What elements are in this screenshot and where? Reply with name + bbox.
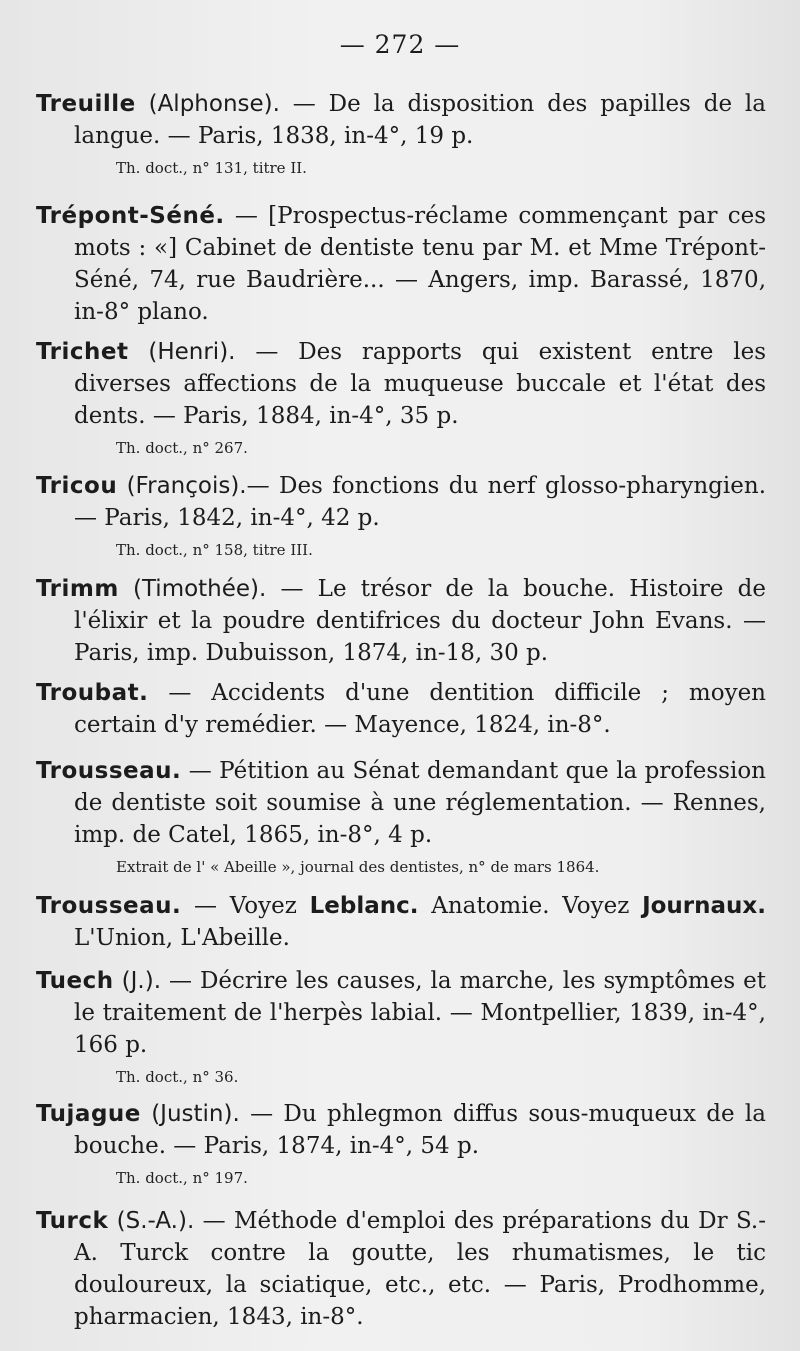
entry-first-name: (François).	[117, 473, 247, 499]
entry-text: — Des fonctions du nerf glosso-pharyngien. — Paris, 1842, in-4°, 42 p.	[74, 473, 766, 531]
entry-author: Tuech	[36, 968, 114, 994]
entry-treuille	[36, 88, 766, 178]
entry-author: Trousseau.	[36, 893, 182, 919]
entry-author: Turck	[36, 1208, 109, 1234]
entry-text: — Voyez	[181, 893, 310, 919]
entry-text: — Accidents d'une dentition difficile ; moyen certain d'y remédier. — Mayence, 1824, in-8°.	[74, 680, 766, 738]
entry-trichet	[36, 336, 766, 458]
entry-text: L'Union, L'Abeille.	[74, 925, 290, 951]
entry-text: — Des rapports qui existent entre les diverses affections de la muqueuse buccale et l'état des dents. — Paris, 1884, in-4°, 35 p.	[74, 339, 767, 429]
entry-author: Trichet	[36, 339, 129, 365]
entry-author: Trousseau.	[36, 758, 182, 784]
entry-turck	[36, 1205, 766, 1333]
entry-first-name: (Alphonse).	[135, 91, 280, 117]
entry-text: — Le trésor de la bouche. Histoire de l'élixir et la poudre dentifrices du docteur John Evans. — Paris, imp. Dubuisson, 1874, in-18, 30 p.	[74, 576, 766, 666]
entry-tricou	[36, 470, 766, 560]
page-number: — 272 —	[339, 30, 461, 59]
entry-trepont-sene	[36, 200, 766, 328]
entry-tuech	[36, 965, 766, 1087]
cross-reference: Leblanc.	[309, 893, 419, 919]
entry-text: — [Prospectus-réclame commençant par ces mots : «] Cabinet de dentiste tenu par M. et Mme Trépont-Séné, 74, rue Baudrière... — Angers, imp. Barassé, 1870, in-8° plano.	[74, 203, 766, 325]
entry-note: Th. doct., n° 158, titre III.	[116, 541, 313, 559]
entry-tujague	[36, 1098, 766, 1188]
entry-trousseau-see-also	[36, 890, 766, 954]
entry-text: — De la disposition des papilles de la langue. — Paris, 1838, in-4°, 19 p.	[74, 91, 766, 149]
entry-author: Tujague	[36, 1101, 141, 1127]
entry-note: Th. doct., n° 197.	[116, 1169, 248, 1187]
entry-author: Tricou	[36, 473, 118, 499]
entry-trimm	[36, 573, 766, 669]
entry-author: Treuille	[36, 91, 136, 117]
entry-note: Th. doct., n° 36.	[116, 1068, 239, 1086]
entry-note: Th. doct., n° 267.	[116, 439, 248, 457]
entry-text: — Pétition au Sénat demandant que la profession de dentiste soit soumise à une réglementation. — Rennes, imp. de Catel, 1865, in-8°, 4 p.	[74, 758, 766, 848]
entry-text: — Méthode d'emploi des préparations du Dr S.-A. Turck contre la goutte, les rhumatismes, le tic douloureux, la sciatique, etc., etc. — Paris, Prodhomme, pharmacien, 1843, in-8°.	[74, 1208, 766, 1330]
entry-text: — Du phlegmon diffus sous-muqueux de la bouche. — Paris, 1874, in-4°, 54 p.	[74, 1101, 766, 1159]
entry-first-name: (S.-A.).	[108, 1208, 195, 1234]
entry-note: Th. doct., n° 131, titre II.	[116, 159, 307, 177]
entry-author: Trépont-Séné.	[36, 203, 225, 229]
entry-note: Extrait de l' « Abeille », journal des dentistes, n° de mars 1864.	[116, 858, 600, 876]
entry-first-name: (Henri).	[128, 339, 236, 365]
entry-author: Troubat.	[36, 680, 149, 706]
entry-troubat	[36, 677, 766, 741]
entry-trousseau-petition	[36, 755, 766, 877]
cross-reference: Journaux.	[642, 893, 766, 919]
entry-text: — Décrire les causes, la marche, les symptômes et le traitement de l'herpès labial. — Montpellier, 1839, in-4°, 166 p.	[74, 968, 766, 1058]
entry-first-name: (Timothée).	[118, 576, 267, 602]
entry-first-name: (Justin).	[140, 1101, 240, 1127]
entry-text: Anatomie. Voyez	[418, 893, 643, 919]
entry-first-name: (J.).	[113, 968, 161, 994]
entry-author: Trimm	[36, 576, 119, 602]
